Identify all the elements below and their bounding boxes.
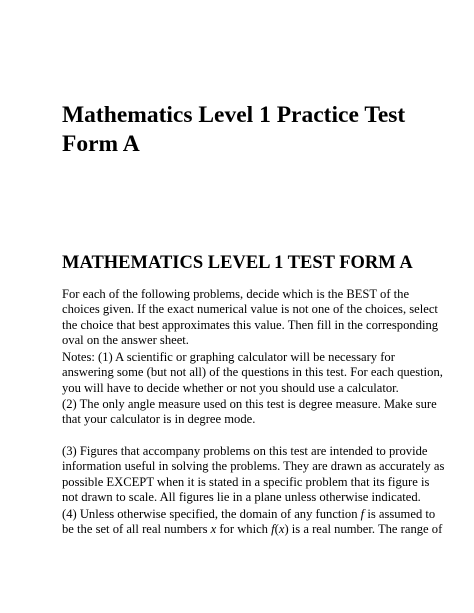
text-run: (4) Unless otherwise specified, the domain of any function: [62, 507, 361, 521]
instructions-paragraph: [62, 287, 439, 349]
text-line: choices given. If the exact numerical value is not one of the choices, select: [62, 302, 438, 317]
text-line: For each of the following problems, decide which is the BEST of the: [62, 287, 410, 301]
text-run: ): [284, 522, 289, 537]
figures-note-paragraph: [62, 444, 445, 506]
text-line: oval on the answer sheet.: [62, 333, 189, 348]
variable-symbol: x: [278, 522, 285, 537]
text-run: (: [274, 522, 279, 537]
variable-symbol: x: [210, 522, 217, 537]
title-line: Mathematics Level 1 Practice Test: [62, 102, 406, 128]
text-line: Notes: (1) A scientific or graphing calculator will be necessary for: [62, 350, 395, 364]
text-line: [62, 522, 443, 537]
text-line: not drawn to scale. All figures lie in a plane unless otherwise indicated.: [62, 490, 421, 505]
angle-note-paragraph: [62, 397, 437, 428]
domain-note-paragraph: [62, 507, 443, 538]
text-run: be the set of all real numbers: [62, 522, 211, 537]
section-heading: MATHEMATICS LEVEL 1 TEST FORM A: [62, 253, 413, 273]
text-line: that your calculator is in degree mode.: [62, 412, 256, 427]
text-line: [62, 507, 436, 522]
text-line: (2) The only angle measure used on this test is degree measure. Make sure: [62, 397, 437, 411]
text-line: possible EXCEPT when it is stated in a specific problem that its figure is: [62, 474, 430, 489]
text-line: answering some (but not all) of the questions in this test. For each question,: [62, 365, 443, 380]
text-run: is assumed to: [364, 507, 436, 521]
function-symbol: f: [271, 522, 275, 537]
text-line: (3) Figures that accompany problems on this test are intended to provide: [62, 444, 428, 458]
text-line: you will have to decide whether or not you should use a calculator.: [62, 380, 399, 395]
text-line: the choice that best approximates this value. Then fill in the corresponding: [62, 317, 439, 332]
title-line: Form A: [62, 131, 140, 157]
calculator-note-paragraph: [62, 350, 443, 396]
text-line: information useful in solving the problems. They are drawn as accurately as: [62, 459, 445, 474]
text-run: for which: [216, 522, 272, 537]
document-title: [62, 101, 422, 159]
function-symbol: f: [360, 507, 365, 521]
text-run: is a real number. The range of: [288, 522, 443, 537]
